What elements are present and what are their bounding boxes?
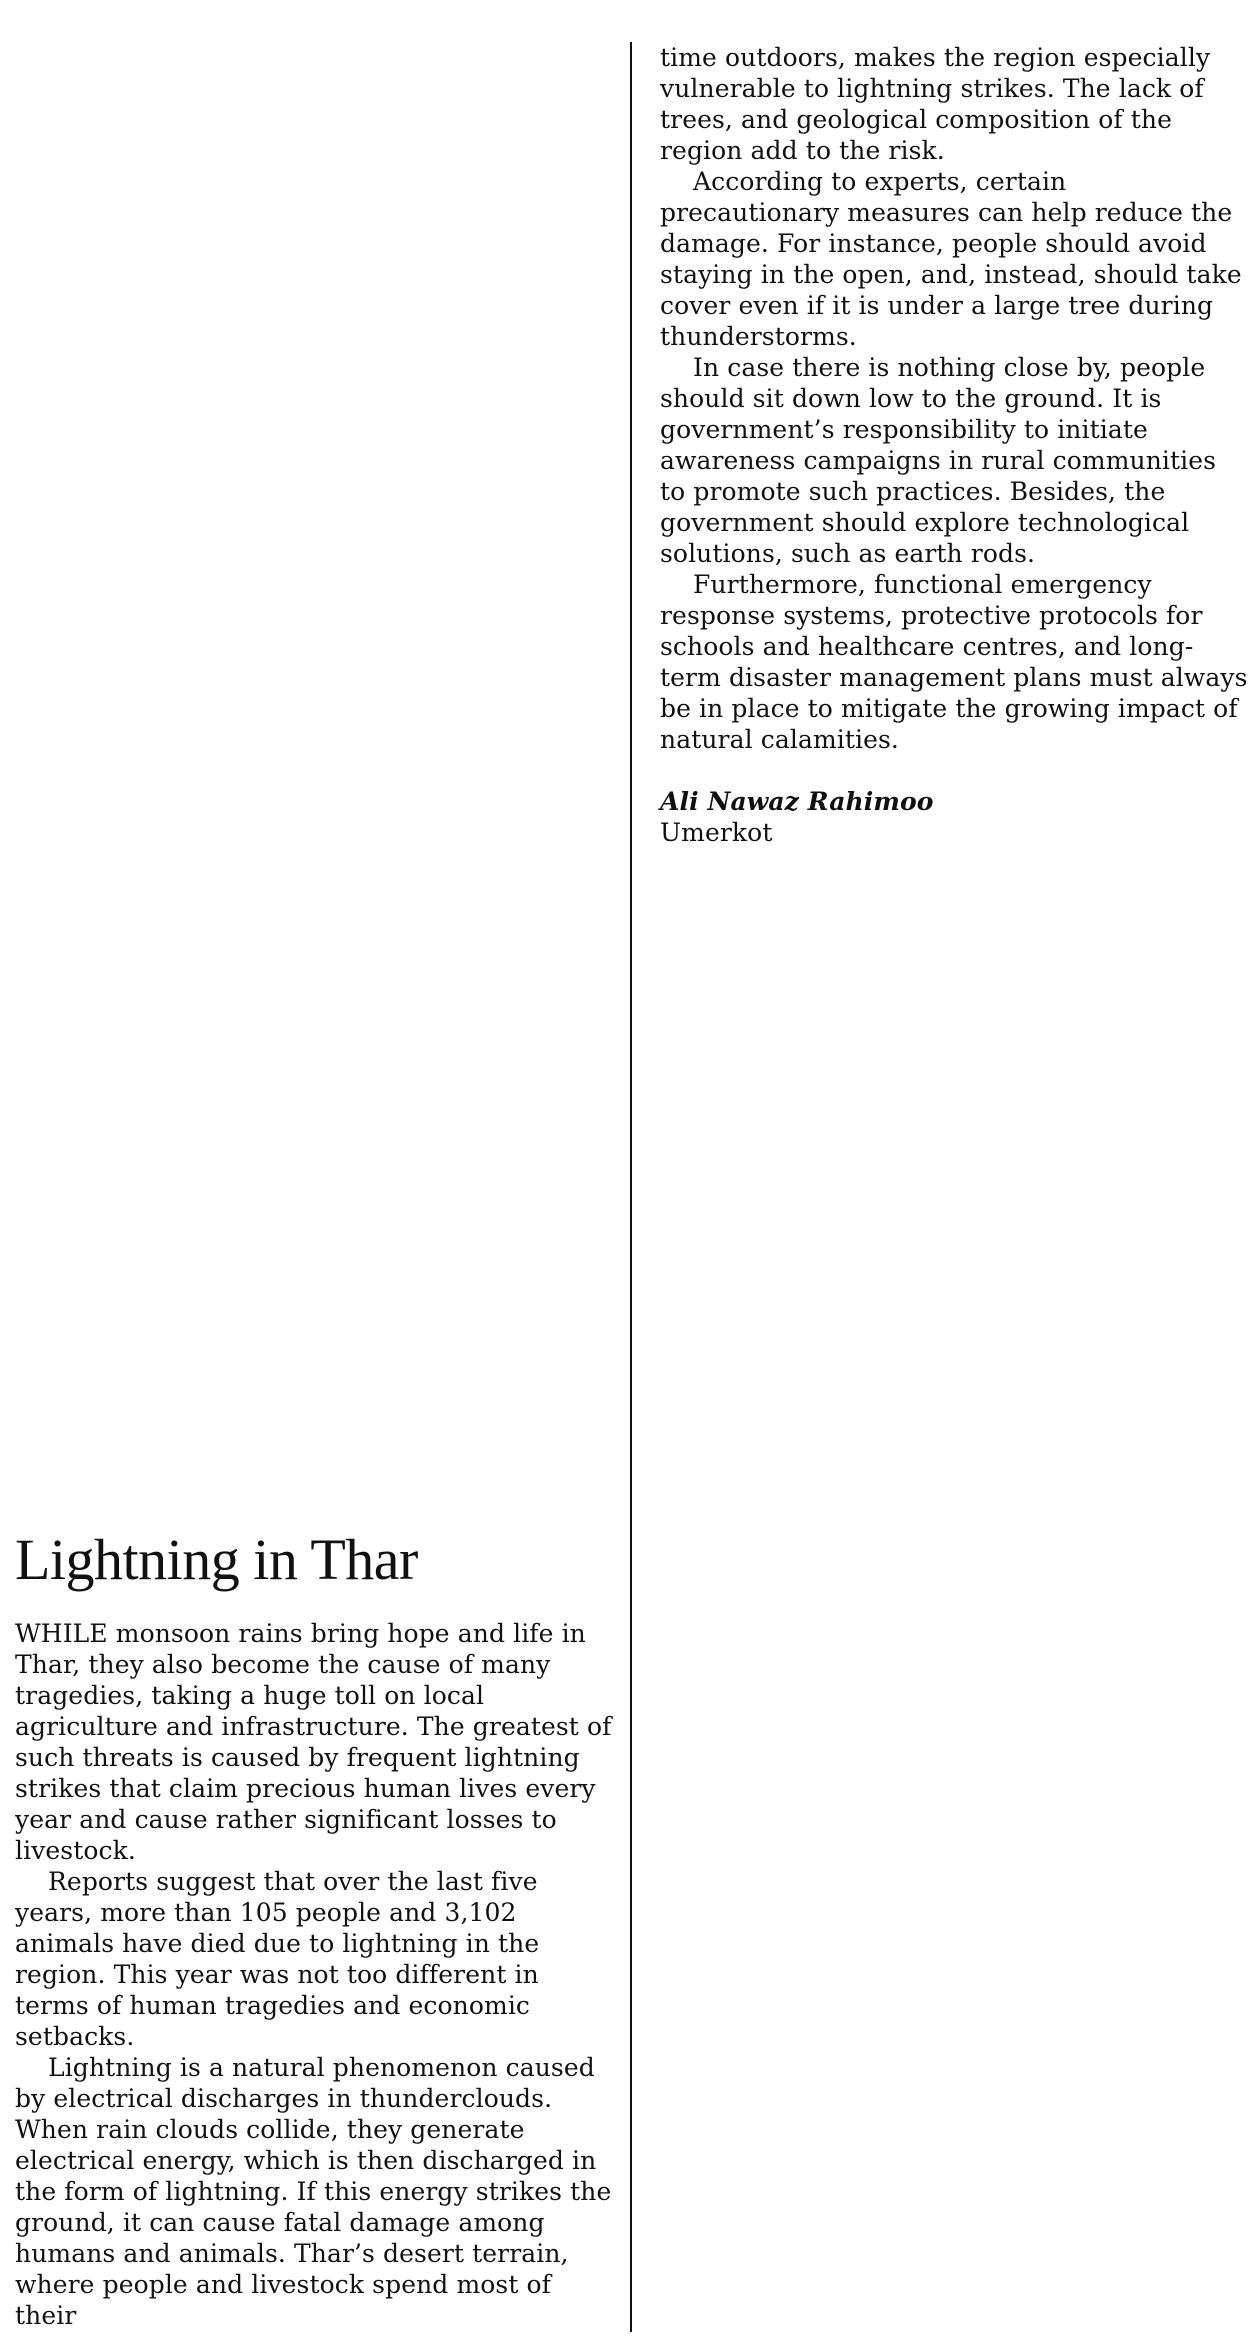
right-text-column — [660, 42, 1249, 848]
left-paragraph-1: WHILE monsoon rains bring hope and life in Thar, they also become the cause of many tragedies, taking a huge toll on local agriculture and infrastructure. The greatest of such threats is caused by frequent lightning strikes that claim precious human lives every year and cause rather significant losses to livestock. — [15, 1619, 612, 1865]
column-divider — [630, 42, 632, 2332]
right-paragraph-2: According to experts, certain precautionary measures can help reduce the damage. For instance, people should avoid staying in the open, and, instead, should take cover even if it is under a large tree during thunderstorms. — [660, 167, 1242, 351]
right-paragraph-3: In case there is nothing close by, people should sit down low to the ground. It is government’s responsibility to initiate awareness campaigns in rural communities to promote such practices. Besides, the government should explore technological solutions, such as earth rods. — [660, 353, 1217, 568]
left-text-column — [15, 1618, 613, 2331]
article-title: Lightning in Thar — [15, 1527, 418, 1592]
letter-signature — [660, 786, 1249, 848]
right-paragraph-4: Furthermore, functional emergency response systems, protective protocols for schools and healthcare centres, and long-term disaster management plans must always be in place to mitigate the growing impact of natural calamities. — [660, 570, 1248, 754]
right-paragraph-1: time outdoors, makes the region especially vulnerable to lightning strikes. The lack of trees, and geological composition of the region add to the risk. — [660, 43, 1211, 165]
left-paragraph-3: Lightning is a natural phenomenon caused by electrical discharges in thunderclouds. When rain clouds collide, they generate electrical energy, which is then discharged in the form of lightning. If this energy strikes the ground, it can cause fatal damage among humans and animals. Thar’s desert terrain, where people and livestock spend most of their — [15, 2053, 612, 2330]
author-name: Ali Nawaz Rahimoo — [660, 787, 934, 816]
author-location: Umerkot — [660, 818, 773, 847]
left-paragraph-2: Reports suggest that over the last five years, more than 105 people and 3,102 animals have died due to lightning in the region. This year was not too different in terms of human tragedies and economic setbacks. — [15, 1867, 540, 2051]
